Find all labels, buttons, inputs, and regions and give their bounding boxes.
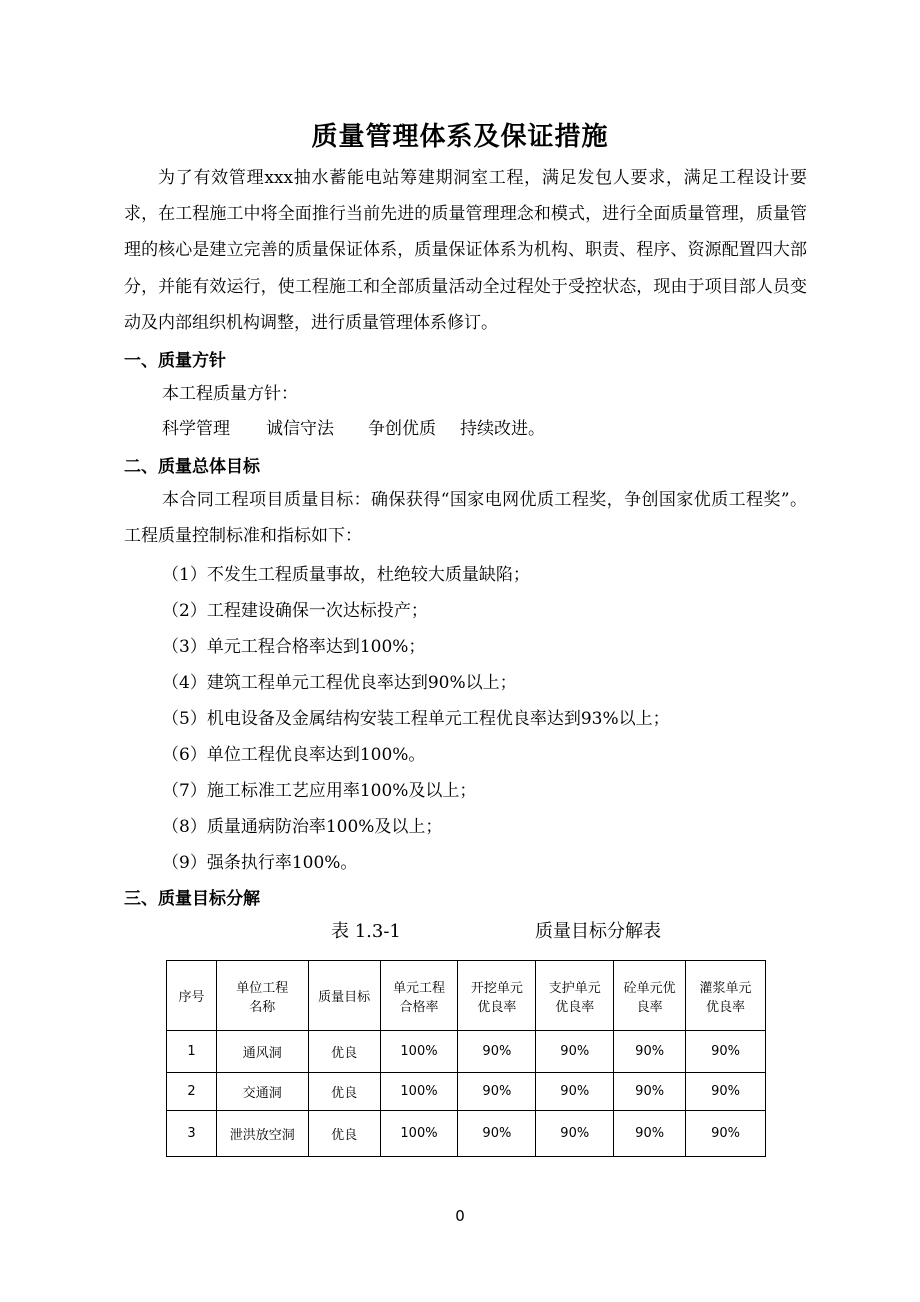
table-cell: 90% [686,1073,766,1111]
document-title: 质量管理体系及保证措施 [311,122,609,152]
goal-item-6: （6）单位工程优良率达到100%。 [162,745,426,765]
quality-goal-table [166,960,766,1157]
policy-item-3: 争创优质 [368,419,436,439]
header-cell: 单元工程 合格率 [380,961,458,1031]
table-row [167,1111,766,1157]
table-cell: 100% [380,1111,458,1157]
table-cell: 优良 [308,1111,380,1157]
goal-item-4: （4）建筑工程单元工程优良率达到90%以上； [162,673,517,693]
table-cell: 90% [458,1031,536,1073]
table-cell: 交通洞 [216,1073,308,1111]
table-cell: 90% [536,1111,614,1157]
section-2-heading: 二、质量总体目标 [124,457,260,477]
table-cell: 优良 [308,1031,380,1073]
goal-item-7: （7）施工标准工艺应用率100%及以上； [162,781,477,801]
table-cell: 90% [614,1031,686,1073]
goal-item-9: （9）强条执行率100%。 [162,853,358,873]
table-cell: 100% [380,1031,458,1073]
table-cell: 通风洞 [216,1031,308,1073]
header-cell: 质量目标 [308,961,380,1031]
policy-item-2: 诚信守法 [266,419,334,439]
table-cell: 90% [614,1111,686,1157]
policy-item-1: 科学管理 [162,419,230,439]
table-caption-title: 质量目标分解表 [535,921,661,942]
table-cell: 90% [614,1073,686,1111]
policy-item-4: 持续改进。 [460,419,545,439]
table-cell: 90% [458,1073,536,1111]
goal-item-3: （3）单元工程合格率达到100%； [162,637,426,657]
table-cell: 优良 [308,1073,380,1111]
header-cell: 灌浆单元 优良率 [686,961,766,1031]
table-row [167,1073,766,1111]
header-cell: 序号 [167,961,217,1031]
table-cell: 90% [686,1111,766,1157]
header-cell: 砼单元优 良率 [614,961,686,1031]
goal-item-5: （5）机电设备及金属结构安装工程单元工程优良率达到93%以上； [162,709,670,729]
header-cell: 开挖单元 优良率 [458,961,536,1031]
goal-item-1: （1）不发生工程质量事故，杜绝较大质量缺陷； [162,565,530,585]
table-caption-number: 表 1.3-1 [331,921,401,942]
table-cell: 1 [167,1031,217,1073]
goal-item-8: （8）质量通病防治率100%及以上； [162,817,443,837]
table-cell: 100% [380,1073,458,1111]
quality-goal-paragraph: 本合同工程项目质量目标：确保获得“国家电网优质工程奖，争创国家优质工程奖”。工程质量控制标准和指标如下： [124,490,807,546]
table-cell: 90% [686,1031,766,1073]
header-cell: 支护单元 优良率 [536,961,614,1031]
page-number: 0 [455,1207,465,1225]
section-1-heading: 一、质量方针 [124,351,226,371]
intro-paragraph: 为了有效管理xxx抽水蓄能电站筹建期洞室工程，满足发包人要求，满足工程设计要求，在工程施工中将全面推行当前先进的质量管理理念和模式，进行全面质量管理，质量管理的核心是建立完善的质量保证体系，质量保证体系为机构、职责、程序、资源配置四大部分，并能有效运行，使工程施工和全部质量活动全过程处于受控状态，现由于项目部人员变动及内部组织机构调整，进行质量管理体系修订。 [124,168,807,333]
table-cell: 90% [536,1031,614,1073]
header-cell: 单位工程 名称 [216,961,308,1031]
table-cell: 3 [167,1111,217,1157]
table-cell: 90% [458,1111,536,1157]
table-cell: 泄洪放空洞 [216,1111,308,1157]
table-row [167,1031,766,1073]
table-header-row [167,961,766,1031]
policy-label: 本工程质量方针： [162,384,298,404]
table-cell: 2 [167,1073,217,1111]
goal-item-2: （2）工程建设确保一次达标投产； [162,601,428,621]
section-3-heading: 三、质量目标分解 [124,889,260,909]
table-cell: 90% [536,1073,614,1111]
